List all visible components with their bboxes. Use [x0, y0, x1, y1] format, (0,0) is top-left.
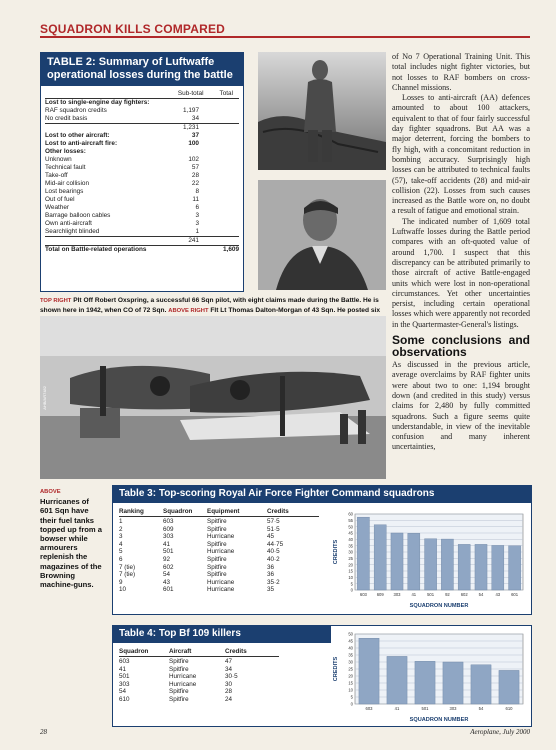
- table-2-cell-sub: [165, 99, 199, 107]
- x-tick-label: 610: [505, 706, 513, 711]
- table3-cell: 7 (tie): [119, 571, 136, 579]
- y-tick-label: 30: [348, 549, 353, 555]
- table3-cell: 36: [267, 563, 275, 571]
- x-tick-label: 303: [449, 706, 457, 711]
- bar: [458, 544, 470, 590]
- table3-cell: Hurricane: [207, 586, 235, 594]
- x-tick-label: 603: [365, 706, 373, 711]
- y-tick-label: 15: [348, 680, 353, 686]
- x-tick-label: 41: [394, 706, 400, 711]
- table-2-cell-sub: 57: [191, 164, 199, 171]
- table3-cell: 5: [119, 548, 123, 556]
- table-2-cell-sub: 100: [188, 140, 199, 147]
- table-row: [119, 673, 279, 681]
- bar: [443, 662, 463, 704]
- table-2-row: [45, 107, 239, 115]
- table-2-cell-label: Lost to single-engine day fighters:: [45, 99, 150, 106]
- table-2-cell-total: [199, 228, 239, 236]
- table-3-grid: [119, 508, 319, 594]
- y-tick-label: 5: [350, 581, 353, 587]
- table3-cell: Spitfire: [207, 540, 227, 548]
- table-2-cell-label: Lost to anti-aircraft fire:: [45, 140, 118, 147]
- table4-cell: Hurricane: [169, 680, 197, 688]
- y-tick-label: 40: [348, 536, 353, 542]
- table-2-title: TABLE 2: Summary of Luftwaffe operational losses during the battle: [41, 53, 243, 86]
- table3-cell: 54: [163, 571, 171, 579]
- table-2-cell-label: RAF squadron credits: [45, 107, 107, 114]
- caption-left: [40, 488, 102, 589]
- table3-cell: 303: [163, 533, 174, 541]
- table3-cell: Spitfire: [207, 525, 227, 533]
- table-2-cell-sub: 22: [191, 180, 199, 187]
- y-tick-label: 20: [348, 673, 353, 679]
- table-2-cell-label: Lost to other aircraft:: [45, 132, 110, 139]
- table4-cell: 30: [225, 680, 233, 688]
- table3-column-header: Ranking: [119, 508, 144, 515]
- table3-cell: 35·2: [267, 578, 280, 586]
- table4-column-header: Aircraft: [169, 648, 192, 655]
- table-2-cell-total: [199, 140, 239, 148]
- x-tick-label: 609: [376, 592, 384, 597]
- table-2-row: [45, 123, 239, 132]
- table-2-cell-total: [199, 124, 239, 132]
- bar: [425, 539, 437, 590]
- table-2-row: [45, 172, 239, 180]
- y-tick-label: 20: [348, 562, 353, 568]
- table-2-row: [45, 115, 239, 123]
- y-tick-label: 50: [348, 524, 353, 530]
- table-2-cell-total: [199, 188, 239, 196]
- table-3-header: [119, 508, 319, 517]
- bar: [357, 517, 369, 590]
- y-tick-label: 25: [348, 555, 353, 561]
- photo-dalton-morgan-image: [258, 180, 386, 290]
- table3-cell: 44·75: [267, 540, 284, 548]
- y-axis-label: CREDITS: [333, 539, 339, 565]
- table3-cell: 35: [267, 586, 275, 594]
- caption-text-oxspring: Plt Off Robert Oxspring, a successful 66 Sqn pilot, with eight claims made during the Battle. He is shown here in 1942, when CO of 72 Sqn.: [40, 297, 379, 314]
- table3-cell: 45: [267, 533, 275, 541]
- x-tick-label: 501: [421, 706, 429, 711]
- table4-cell: 54: [119, 688, 127, 696]
- table-row: [119, 579, 319, 587]
- table-2-header: [45, 86, 239, 99]
- table4-cell: 47: [225, 658, 233, 665]
- table3-cell: 7 (tie): [119, 563, 136, 571]
- table-2-cell-label: Mid-air collision: [45, 180, 90, 187]
- caption-text-hurricanes: Hurricanes of 601 Sqn have their fuel tanks topped up from a bowser while armourers replenish the magazines of the Browning machine-guns.: [40, 497, 103, 590]
- table-2-cell-sub: 3: [195, 220, 199, 227]
- bar: [415, 661, 435, 704]
- caption-tag-top-right: TOP RIGHT: [40, 298, 72, 304]
- table-2-cell-sub: 28: [191, 172, 199, 179]
- paragraph-1: of No 7 Operational Training Unit. This total includes night fighter victories, but not losses to RAF bombers on cross-Channel missions.: [392, 52, 530, 92]
- bar: [408, 533, 420, 590]
- bar: [374, 525, 386, 590]
- table-2-row: [45, 132, 239, 140]
- table-2-cell-sub: 3: [195, 212, 199, 219]
- paragraph-3: The indicated number of 1,609 total Luftwaffe losses during the Battle period compares with an oft-quoted value of around 1,700. I suspect that this discrepancy can be attributed primarily to those aircraft of active Battle-engaged units which were lost in non-operational circumstances. Yet other uncertainties persist, including certain operational losses which were apparently not recorded in the Quartermaster-General's listings.: [392, 216, 530, 329]
- table3-cell: 6: [119, 555, 123, 563]
- x-tick-label: 501: [427, 592, 435, 597]
- caption-tag-above: ABOVE: [40, 489, 61, 495]
- table-2: [40, 52, 244, 292]
- table-2-row: [45, 164, 239, 172]
- table3-cell: Hurricane: [207, 548, 235, 556]
- table3-cell: 40·5: [267, 548, 280, 556]
- table4-column-header: Credits: [225, 648, 247, 655]
- table-2-row: [45, 196, 239, 204]
- table-2-cell-total: [199, 164, 239, 172]
- table-2-cell-sub: 241: [188, 237, 199, 244]
- table3-cell: 2: [119, 525, 123, 533]
- bar: [475, 544, 487, 590]
- table-4-body: [119, 658, 279, 704]
- bar: [359, 638, 379, 704]
- y-tick-label: 35: [348, 652, 353, 658]
- table-2-cell-label: Take-off: [45, 172, 68, 179]
- table-row: [119, 586, 319, 594]
- x-tick-label: 603: [359, 592, 367, 597]
- table4-cell: Hurricane: [169, 673, 197, 681]
- table-2-cell-sub: 11: [192, 196, 199, 203]
- y-tick-label: 10: [348, 687, 353, 693]
- table3-cell: 10: [119, 586, 127, 594]
- table-3: [112, 485, 532, 615]
- table-2-cell-label: [45, 237, 165, 245]
- table-row: [119, 533, 319, 541]
- col-total: Total: [219, 90, 233, 97]
- table4-cell: Spitfire: [169, 688, 189, 696]
- bar: [471, 665, 491, 704]
- bar: [391, 533, 403, 590]
- table-2-cell-total: [199, 148, 239, 156]
- table-row: [119, 556, 319, 564]
- table-2-cell-sub: [165, 246, 199, 254]
- table4-cell: 24: [225, 695, 233, 703]
- table3-cell: Spitfire: [207, 571, 227, 579]
- y-tick-label: 45: [348, 530, 353, 536]
- table-2-cell-label: Total on Battle-related operations: [45, 246, 147, 253]
- chart-table-4: [331, 630, 527, 724]
- x-tick-label: 43: [495, 592, 501, 597]
- bar: [441, 539, 453, 590]
- table-4: [112, 625, 532, 727]
- table3-column-header: Squadron: [163, 508, 193, 515]
- table-2-row: [45, 156, 239, 164]
- y-tick-label: 15: [348, 568, 353, 574]
- table-row: [119, 666, 279, 674]
- table4-cell: 28: [225, 688, 233, 696]
- y-axis-label: CREDITS: [333, 656, 339, 682]
- table4-cell: 610: [119, 695, 130, 703]
- bar: [387, 656, 407, 704]
- table3-cell: 41: [163, 540, 171, 548]
- table3-cell: 609: [163, 525, 174, 533]
- table3-cell: 40·2: [267, 555, 280, 563]
- table-2-cell-label: Barrage balloon cables: [45, 212, 111, 219]
- bar: [492, 545, 504, 590]
- table3-cell: 43: [163, 578, 171, 586]
- table-4-header: [119, 648, 279, 657]
- table3-cell: 501: [163, 548, 174, 556]
- x-tick-label: 54: [478, 706, 484, 711]
- table-2-cell-label: Lost bearings: [45, 188, 84, 195]
- table-2-cell-sub: 8: [195, 188, 199, 195]
- table-2-row: [45, 228, 239, 236]
- table-2-cell-sub: 1,197: [183, 107, 199, 114]
- table-2-cell-total: [199, 220, 239, 228]
- table-2-row: [45, 204, 239, 212]
- table-2-cell-sub: 1,231: [183, 124, 199, 131]
- table4-column-header: Squadron: [119, 648, 149, 655]
- table-row: [119, 526, 319, 534]
- table-2-cell-label: Own anti-aircraft: [45, 220, 92, 227]
- y-tick-label: 0: [350, 701, 353, 707]
- chart-table-3: [331, 510, 527, 610]
- y-tick-label: 40: [348, 645, 353, 651]
- section-heading: Some conclusions and observations: [392, 333, 530, 360]
- y-tick-label: 50: [348, 631, 353, 637]
- table-row: [119, 688, 279, 696]
- table3-cell: 92: [163, 555, 171, 563]
- table4-cell: Spitfire: [169, 695, 189, 703]
- table3-cell: 602: [163, 563, 174, 571]
- table-2-cell-sub: 37: [191, 132, 199, 139]
- bar: [509, 546, 521, 590]
- publication-name: Aeroplane, July 2000: [470, 728, 530, 736]
- table-3-title: Table 3: Top-scoring Royal Air Force Fighter Command squadrons: [113, 486, 531, 503]
- table3-cell: Hurricane: [207, 578, 235, 586]
- x-axis-label: SQUADRON NUMBER: [409, 717, 469, 723]
- table-2-row: [45, 148, 239, 156]
- table-2-cell-total: [199, 156, 239, 164]
- y-tick-label: 25: [348, 666, 353, 672]
- caption-tag-above-right: ABOVE RIGHT: [168, 308, 209, 314]
- table3-cell: 51·5: [267, 525, 280, 533]
- table-2-cell-total: [199, 107, 239, 115]
- table-2-cell-label: Other losses:: [45, 148, 86, 155]
- table-2-cell-sub: 1: [195, 228, 199, 235]
- table-2-row: [45, 245, 239, 254]
- table3-cell: 57·5: [267, 518, 280, 525]
- y-tick-label: 60: [348, 511, 353, 517]
- table-2-cell-label: No credit basis: [45, 115, 88, 122]
- table3-cell: 4: [119, 540, 123, 548]
- table3-cell: Spitfire: [207, 563, 227, 571]
- table-2-cell-total: [199, 132, 239, 140]
- table3-cell: Hurricane: [207, 533, 235, 541]
- table3-cell: Spitfire: [207, 518, 227, 525]
- table3-cell: 601: [163, 586, 174, 594]
- table-row: [119, 548, 319, 556]
- table3-column-header: Equipment: [207, 508, 240, 515]
- photo-dalton-morgan: [258, 180, 386, 290]
- table4-cell: Spitfire: [169, 658, 189, 665]
- table-2-cell-label: [45, 124, 165, 132]
- y-tick-label: 35: [348, 543, 353, 549]
- table-2-cell-sub: 34: [191, 115, 199, 122]
- photo-hurricanes: [40, 316, 386, 479]
- table-2-cell-total: [199, 115, 239, 123]
- table3-cell: 3: [119, 533, 123, 541]
- table3-cell: Spitfire: [207, 555, 227, 563]
- table3-cell: 9: [119, 578, 123, 586]
- x-tick-label: 303: [393, 592, 401, 597]
- page-footer: [40, 728, 530, 736]
- table-2-cell-total: [199, 99, 239, 107]
- table-2-row: [45, 140, 239, 148]
- table-2-cell-label: Out of fuel: [45, 196, 75, 203]
- photo-credit: AHB/AR7482: [42, 386, 47, 410]
- y-tick-label: 5: [350, 694, 353, 700]
- table3-cell: 603: [163, 518, 174, 525]
- table4-cell: Spitfire: [169, 665, 189, 673]
- table4-cell: 41: [119, 665, 127, 673]
- table-2-cell-sub: 102: [188, 156, 199, 163]
- table-2-cell-total: [199, 204, 239, 212]
- y-tick-label: 30: [348, 659, 353, 665]
- table-2-body: [41, 99, 243, 254]
- col-subtotal: Sub-total: [177, 90, 204, 97]
- table3-column-header: Credits: [267, 508, 289, 515]
- table-2-cell-total: [199, 172, 239, 180]
- table-2-cell-total: 1,609: [223, 246, 239, 253]
- table4-cell: 30·5: [225, 673, 238, 681]
- photo-oxspring: [258, 52, 386, 170]
- photo-hurricanes-image: [40, 316, 386, 479]
- table-4-grid: [119, 648, 279, 704]
- x-axis-label: SQUADRON NUMBER: [409, 603, 469, 609]
- table-3-body: [119, 518, 319, 594]
- article-column: [392, 52, 530, 453]
- table-2-cell-total: [199, 212, 239, 220]
- table3-cell: 1: [119, 518, 123, 525]
- x-tick-label: 92: [445, 592, 450, 597]
- table-2-cell-total: [199, 180, 239, 188]
- table-2-cell-sub: [165, 148, 199, 156]
- table-2-cell-total: [199, 196, 239, 204]
- table-row: [119, 681, 279, 689]
- x-tick-label: 601: [511, 592, 519, 597]
- table-row: [119, 518, 319, 526]
- table-2-cell-label: Searchlight blinded: [45, 228, 100, 235]
- paragraph-4: As discussed in the previous article, average overclaims by RAF fighter units were about two to one: 1,194 brought down (and credited in this study) versus claims for 2,480 by fully committed squadrons. Such a figure seems quite understandable, in view of the inevitable confusion and many inherent uncertainties,: [392, 360, 530, 452]
- table-row: [119, 564, 319, 572]
- table-4-title: Table 4: Top Bf 109 killers: [113, 626, 331, 643]
- y-tick-label: 0: [350, 587, 353, 593]
- y-tick-label: 45: [348, 638, 353, 644]
- x-tick-label: 54: [478, 592, 484, 597]
- table-2-row: [45, 188, 239, 196]
- table-2-row: [45, 220, 239, 228]
- section-title: SQUADRON KILLS COMPARED: [40, 22, 226, 36]
- y-tick-label: 10: [348, 574, 353, 580]
- y-tick-label: 55: [348, 517, 353, 523]
- table-row: [119, 696, 279, 704]
- table-row: [119, 658, 279, 666]
- table-2-cell-total: [199, 237, 239, 245]
- table-2-row: [45, 236, 239, 245]
- table-2-cell-label: Technical fault: [45, 164, 86, 171]
- page-number: 28: [40, 728, 47, 736]
- table-2-row: [45, 212, 239, 220]
- table-row: [119, 541, 319, 549]
- caption-text-dalton-morgan: Flt Lt Thomas Dalton-Morgan of 43 Sqn. He posted six: [210, 307, 380, 314]
- bar: [499, 670, 519, 704]
- table4-cell: 34: [225, 665, 233, 673]
- table4-cell: 303: [119, 680, 130, 688]
- table-row: [119, 571, 319, 579]
- table-2-cell-sub: 6: [195, 204, 199, 211]
- paragraph-2: Losses to anti-aircraft (AA) defences amounted to about 100 attackers, equivalent to that of four fairly successful day fighter squadrons. But AA was a major deterrent, forcing the bombers to fly high, with a concomitant reduction in bombing accuracy. Surprisingly high losses can be attributed to technical faults (57), take-off accidents (28) and mid-air collision (22). Losses from such causes increased as the Battle wore on, no doubt a result of fatigue and emotional strain.: [392, 93, 530, 216]
- x-tick-label: 602: [460, 592, 468, 597]
- photo-oxspring-image: [258, 52, 386, 170]
- x-tick-label: 41: [411, 592, 417, 597]
- table-2-row: [45, 99, 239, 107]
- table-2-cell-label: Weather: [45, 204, 70, 211]
- table-2-cell-label: Unknown: [45, 156, 72, 163]
- table4-cell: 501: [119, 673, 130, 681]
- table-2-row: [45, 180, 239, 188]
- table4-cell: 603: [119, 658, 130, 665]
- page-header: [40, 20, 530, 38]
- table3-cell: 36: [267, 571, 275, 579]
